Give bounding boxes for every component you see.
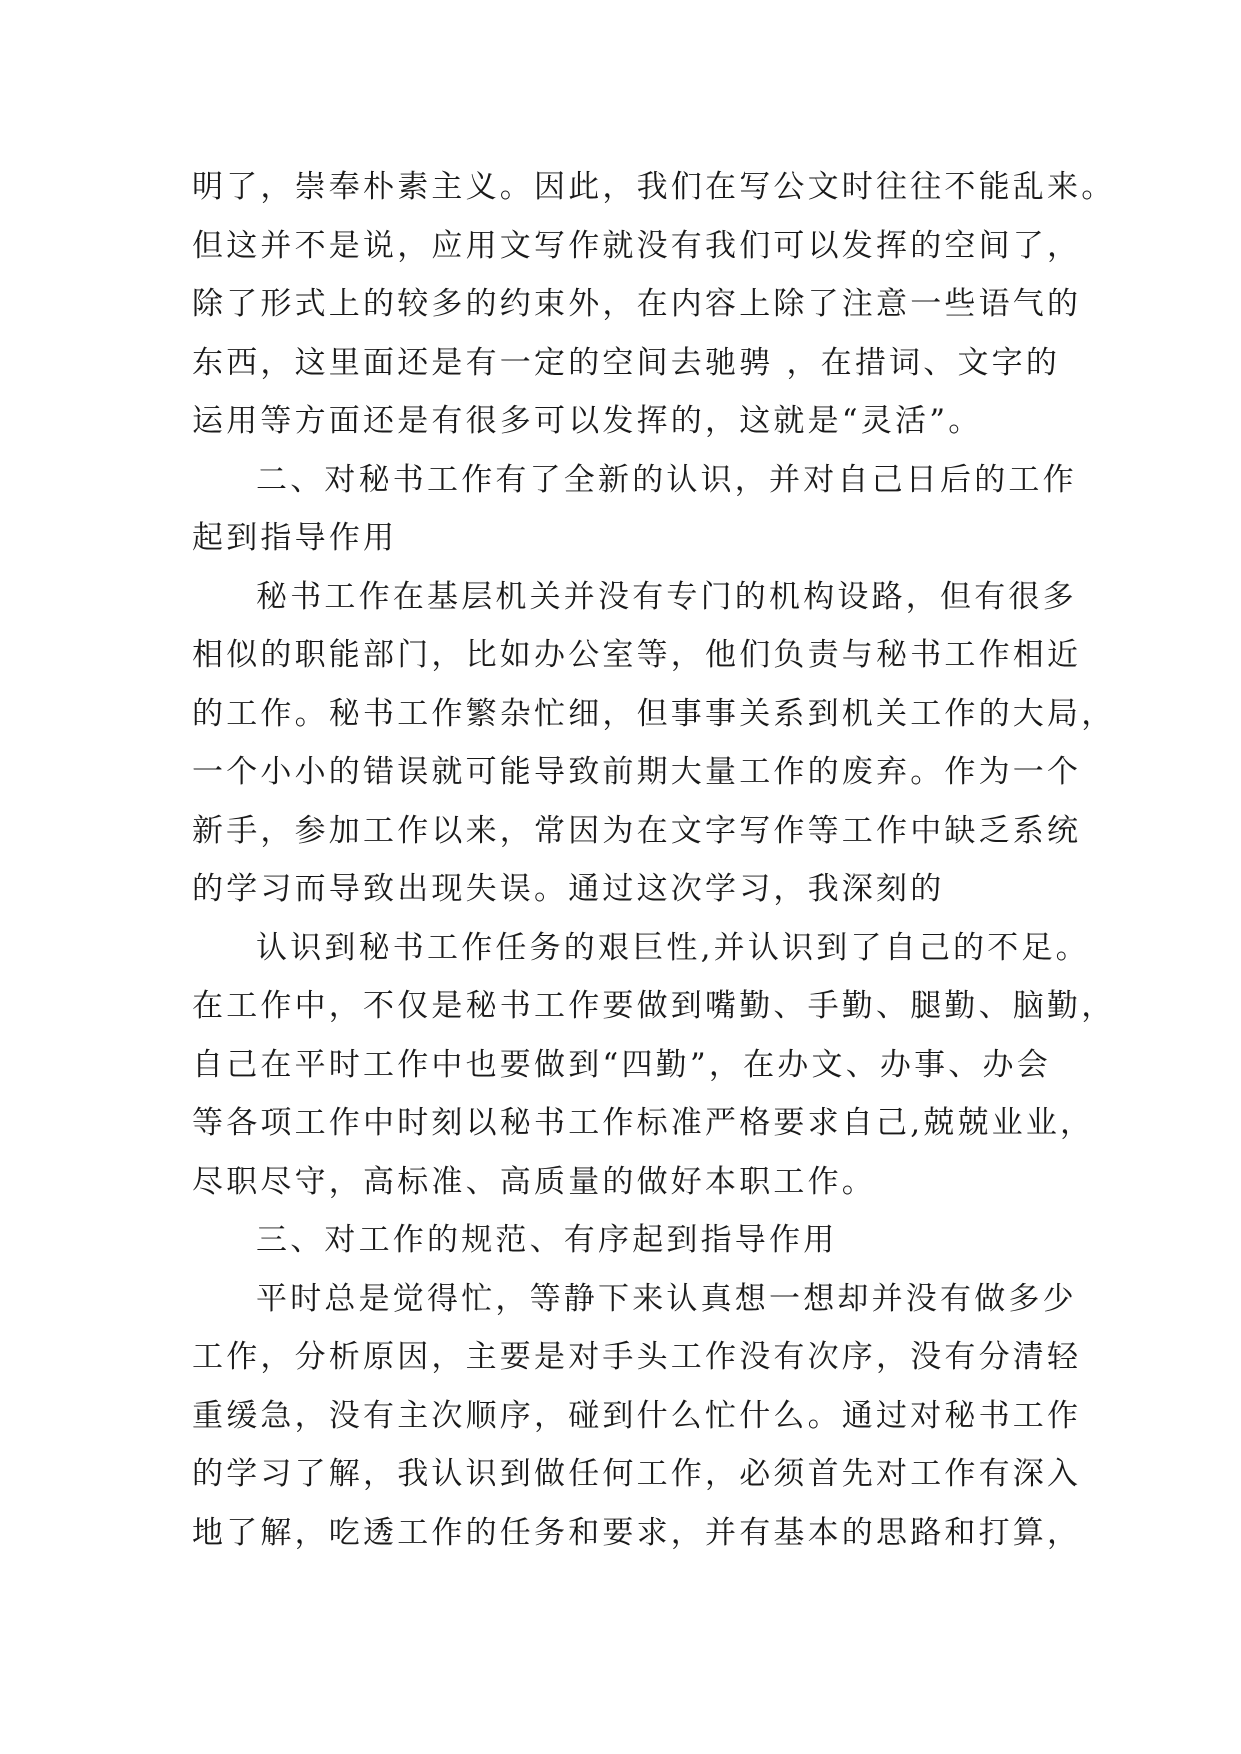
- text-line: 等各项工作中时刻以秘书工作标准严格要求自己,兢兢业业，: [192, 1105, 1095, 1141]
- text-line: 的学习而导致出现失误。通过这次学习，我深刻的: [192, 871, 945, 907]
- paragraph-start: 平时总是觉得忙，等静下来认真想一想却并没有做多少: [256, 1280, 1077, 1317]
- section-heading-2: 二、对秘书工作有了全新的认识，并对自己日后的工作: [256, 461, 1077, 498]
- text-line: 运用等方面还是有很多可以发挥的，这就是“灵活”。: [192, 403, 983, 439]
- text-line: 一个小小的错误就可能导致前期大量工作的废弃。作为一个: [192, 754, 1082, 790]
- text-line: 自己在平时工作中也要做到“四勤”，在办文、办事、办会: [192, 1046, 1051, 1083]
- text-line: 尽职尽守，高标准、高质量的做好本职工作。: [192, 1163, 876, 1200]
- document-body: [192, 158, 1116, 1562]
- paragraph-start: 认识到秘书工作任务的艰巨性,并认识到了自己的不足。: [256, 929, 1090, 966]
- section-heading-2-cont: 起到指导作用: [192, 520, 398, 556]
- text-line: 明了，崇奉朴素主义。因此，我们在写公文时往往不能乱来。: [192, 169, 1116, 205]
- text-line: 但这并不是说，应用文写作就没有我们可以发挥的空间了，: [192, 227, 1082, 264]
- text-line: 工作，分析原因，主要是对手头工作没有次序，没有分清轻: [192, 1339, 1082, 1375]
- text-line: 在工作中，不仅是秘书工作要做到嘴勤、手勤、腿勤、脑勤，: [192, 988, 1116, 1024]
- text-line: 相似的职能部门，比如办公室等，他们负责与秘书工作相近: [192, 637, 1082, 673]
- text-line: 的工作。秘书工作繁杂忙细，但事事关系到机关工作的大局，: [192, 695, 1116, 732]
- section-heading-3: 三、对工作的规范、有序起到指导作用: [256, 1222, 838, 1258]
- text-line: 除了形式上的较多的约束外，在内容上除了注意一些语气的: [192, 286, 1082, 322]
- text-line: 东西，这里面还是有一定的空间去驰骋 ，在措词、文字的: [192, 344, 1061, 381]
- text-line: 地了解，吃透工作的任务和要求，并有基本的思路和打算，: [192, 1514, 1082, 1551]
- paragraph-start: 秘书工作在基层机关并没有专门的机构设路，但有很多: [256, 578, 1077, 615]
- text-line: 重缓急，没有主次顺序，碰到什么忙什么。通过对秘书工作: [192, 1397, 1082, 1434]
- text-line: 新手，参加工作以来，常因为在文字写作等工作中缺乏系统: [192, 812, 1082, 849]
- text-line: 的学习了解，我认识到做任何工作，必须首先对工作有深入: [192, 1456, 1082, 1492]
